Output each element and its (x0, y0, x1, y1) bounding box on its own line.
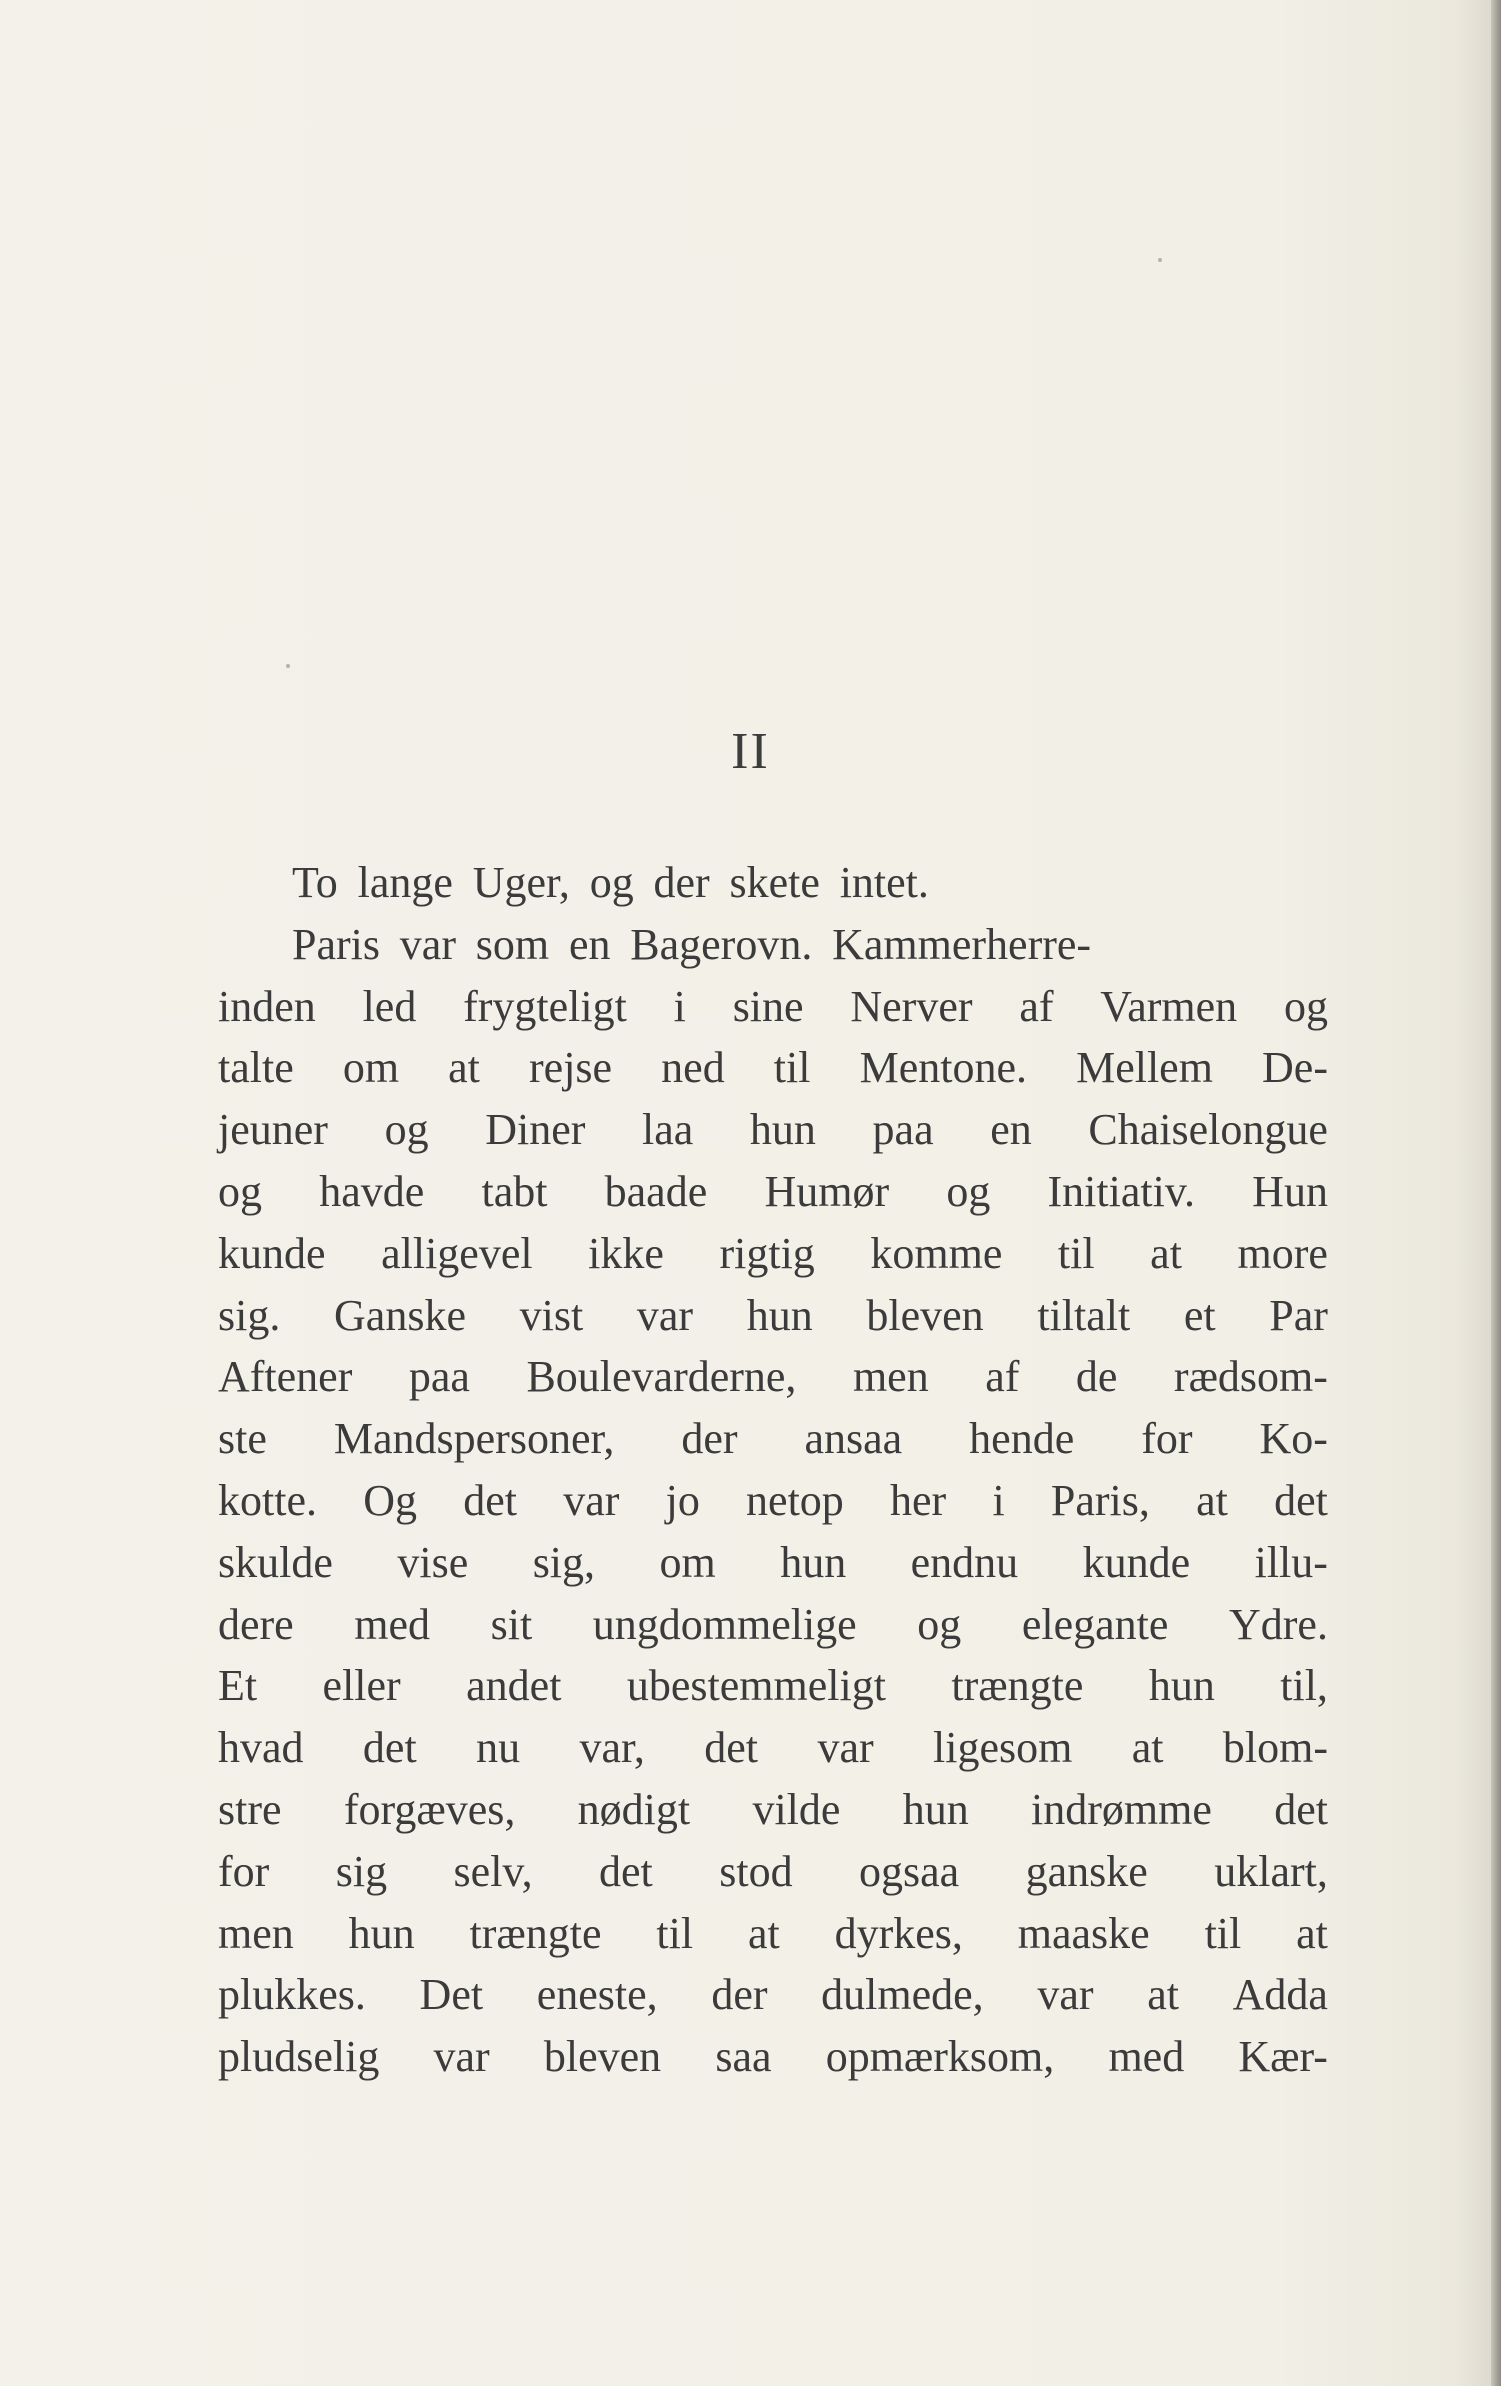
word: Bagerovn. (630, 919, 813, 969)
word: Paris (292, 919, 380, 969)
word: komme (870, 1228, 1003, 1278)
word: Kammerherre- (832, 919, 1092, 969)
word: andet (466, 1661, 562, 1711)
word: Nerver (850, 981, 973, 1031)
word: frygteligt (463, 981, 627, 1031)
word: det (1274, 1475, 1328, 1525)
word: maaske (1017, 1908, 1150, 1958)
word: sig. (218, 1290, 281, 1340)
word: stre (218, 1784, 282, 1834)
word: ungdommelige (592, 1599, 857, 1649)
word: trængte (469, 1908, 602, 1958)
word: dulmede, (821, 1970, 984, 2020)
word: eller (322, 1661, 401, 1711)
word: hun (749, 1105, 816, 1155)
word: paa (408, 1352, 470, 1402)
word: To (292, 858, 338, 907)
word: at (1150, 1228, 1182, 1278)
text-line (218, 1655, 1328, 1717)
word: og (384, 1105, 429, 1155)
word: at (747, 1908, 780, 1958)
word: vist (519, 1290, 584, 1340)
word: bleven (866, 1290, 984, 1340)
word: Uger, (472, 858, 570, 907)
paper-speck (286, 664, 290, 668)
word: der (681, 1414, 738, 1464)
word: baade (604, 1166, 708, 1216)
word: var (636, 1290, 694, 1340)
word: kunde (1082, 1537, 1191, 1587)
word: Chaiselongue (1088, 1105, 1328, 1155)
text-line (218, 914, 1328, 976)
word: bleven (543, 2032, 662, 2082)
word: netop (746, 1475, 844, 1525)
word: var (433, 2032, 490, 2082)
word: Ganske (334, 1290, 466, 1340)
page-edge-shadow (1491, 0, 1501, 2386)
word: til, (1280, 1661, 1328, 1711)
word: ligesom (933, 1723, 1073, 1773)
text-line (218, 1161, 1328, 1223)
word: ned (661, 1043, 725, 1093)
body-text (218, 852, 1328, 2088)
word: ubestemmeligt (626, 1661, 886, 1711)
word: alligevel (381, 1228, 533, 1278)
word: var (563, 1475, 620, 1525)
word: hun (780, 1537, 847, 1587)
word: i (673, 981, 686, 1031)
text-line (218, 1903, 1328, 1965)
word: ikke (588, 1228, 664, 1278)
word: en (568, 919, 611, 969)
word: og (589, 858, 634, 907)
word: lange (357, 858, 453, 907)
word: talte (218, 1043, 294, 1093)
word: sig, (532, 1537, 596, 1587)
word: det (463, 1475, 517, 1525)
word: med (1108, 2032, 1185, 2082)
word: more (1237, 1228, 1328, 1278)
word: af (1019, 981, 1054, 1031)
word: tiltalt (1037, 1290, 1131, 1340)
word: i (992, 1475, 1005, 1525)
word: Paris, (1050, 1475, 1150, 1525)
word: var, (579, 1723, 645, 1773)
word: nu (476, 1723, 521, 1773)
word: vise (397, 1537, 469, 1587)
word: til (656, 1908, 694, 1958)
word: at (1147, 1970, 1179, 2020)
word: uklart, (1214, 1846, 1328, 1896)
word: dyrkes, (834, 1908, 963, 1958)
word: ansaa (804, 1414, 903, 1464)
word: men (852, 1352, 929, 1402)
word: hun (902, 1784, 969, 1834)
word: skete (729, 858, 820, 907)
word: havde (319, 1166, 425, 1216)
word: til (1057, 1228, 1095, 1278)
word: om (659, 1537, 716, 1587)
word: stod (719, 1846, 793, 1896)
text-line (218, 1532, 1328, 1594)
text-line (218, 2026, 1328, 2088)
word: en (990, 1105, 1032, 1155)
word: paa (872, 1105, 934, 1155)
word: det (1274, 1784, 1328, 1834)
word: var (817, 1723, 874, 1773)
word: jeuner (218, 1105, 328, 1155)
word: og (218, 1166, 262, 1216)
word: selv, (453, 1846, 533, 1896)
word: endnu (910, 1537, 1019, 1587)
word: til (1204, 1908, 1242, 1958)
text-line (218, 1717, 1328, 1779)
word: at (448, 1043, 480, 1093)
word: hun (746, 1290, 813, 1340)
word: for (218, 1846, 270, 1896)
word: var (1037, 1970, 1094, 2020)
word: for (1141, 1414, 1193, 1464)
word: indrømme (1031, 1784, 1212, 1834)
word: de (1075, 1352, 1118, 1402)
text-line (218, 1779, 1328, 1841)
word: sit (490, 1599, 533, 1649)
word: hun (1148, 1661, 1215, 1711)
word: som (475, 919, 550, 969)
text-line (218, 1285, 1328, 1347)
word: sig (335, 1846, 388, 1896)
word: at (1296, 1908, 1328, 1958)
word: saa (715, 2032, 772, 2082)
word: Mellem (1076, 1043, 1213, 1093)
text-line (218, 1099, 1328, 1161)
word: Og (363, 1475, 417, 1525)
word: om (342, 1043, 400, 1093)
word: og (946, 1166, 991, 1216)
word: rædsom- (1173, 1352, 1328, 1402)
word: Humør (764, 1166, 890, 1216)
word: Kær- (1238, 2032, 1328, 2082)
word: sine (732, 981, 804, 1031)
word: med (354, 1599, 431, 1649)
word: Ko- (1259, 1414, 1328, 1464)
word: kotte. (218, 1475, 317, 1525)
word: inden (218, 981, 316, 1031)
word: der (711, 1970, 768, 2020)
text-line (218, 1964, 1328, 2026)
word: hun (348, 1908, 415, 1958)
word: illu- (1254, 1537, 1328, 1587)
word: eneste, (536, 1970, 658, 2020)
word: Boulevarderne, (526, 1352, 797, 1402)
word: Mandspersoner, (333, 1414, 615, 1464)
text-line (218, 1346, 1328, 1408)
word: ganske (1025, 1846, 1148, 1896)
word: elegante (1021, 1599, 1169, 1649)
word: og (917, 1599, 962, 1649)
word: kunde (218, 1228, 326, 1278)
word: plukkes. (218, 1970, 366, 2020)
text-line (218, 1223, 1328, 1285)
paper-speck (1158, 258, 1162, 262)
word: til (773, 1043, 811, 1093)
word: det (704, 1723, 759, 1773)
word: dere (218, 1599, 294, 1649)
word: Hun (1252, 1166, 1328, 1216)
word: rigtig (719, 1228, 815, 1278)
text-line (218, 852, 1328, 914)
word: Par (1269, 1290, 1328, 1340)
word: Ydre. (1228, 1599, 1328, 1649)
word: led (362, 981, 417, 1031)
word: det (599, 1846, 653, 1896)
word: det (362, 1723, 417, 1773)
word: pludselig (218, 2032, 380, 2082)
word: De- (1262, 1043, 1328, 1093)
word: Diner (485, 1105, 586, 1155)
chapter-numeral: II (731, 723, 770, 780)
word: Det (419, 1970, 484, 2020)
word: var (399, 919, 456, 969)
word: Initiativ. (1047, 1166, 1195, 1216)
word: blom- (1222, 1723, 1328, 1773)
word: opmærksom, (825, 2032, 1055, 2082)
word: her (890, 1475, 947, 1525)
word: vilde (752, 1784, 841, 1834)
word: trængte (951, 1661, 1084, 1711)
word: laa (642, 1105, 694, 1155)
text-line (218, 1470, 1328, 1532)
word: Aftener (218, 1352, 353, 1402)
text-line (218, 1408, 1328, 1470)
text-line (218, 1594, 1328, 1656)
word: tabt (481, 1166, 548, 1216)
word: og (1283, 981, 1328, 1031)
word: af (985, 1352, 1020, 1402)
word: ogsaa (859, 1846, 960, 1896)
text-line (218, 976, 1328, 1038)
word: rejse (529, 1043, 613, 1093)
word: der (653, 858, 710, 907)
word: jo (665, 1475, 700, 1525)
word: Adda (1232, 1970, 1328, 2020)
word: Varmen (1100, 981, 1238, 1031)
word: at (1131, 1723, 1164, 1773)
word: Mentone. (859, 1043, 1027, 1093)
text-line (218, 1841, 1328, 1903)
word: et (1183, 1290, 1216, 1340)
word: forgæves, (343, 1784, 516, 1834)
text-line (218, 1037, 1328, 1099)
word: ste (218, 1414, 267, 1464)
word: men (218, 1908, 294, 1958)
word: nødigt (577, 1784, 691, 1834)
word: skulde (218, 1537, 333, 1587)
word: at (1196, 1475, 1228, 1525)
word: hende (969, 1414, 1075, 1464)
word: intet. (839, 858, 929, 907)
word: Et (218, 1661, 258, 1711)
word: hvad (218, 1723, 304, 1773)
